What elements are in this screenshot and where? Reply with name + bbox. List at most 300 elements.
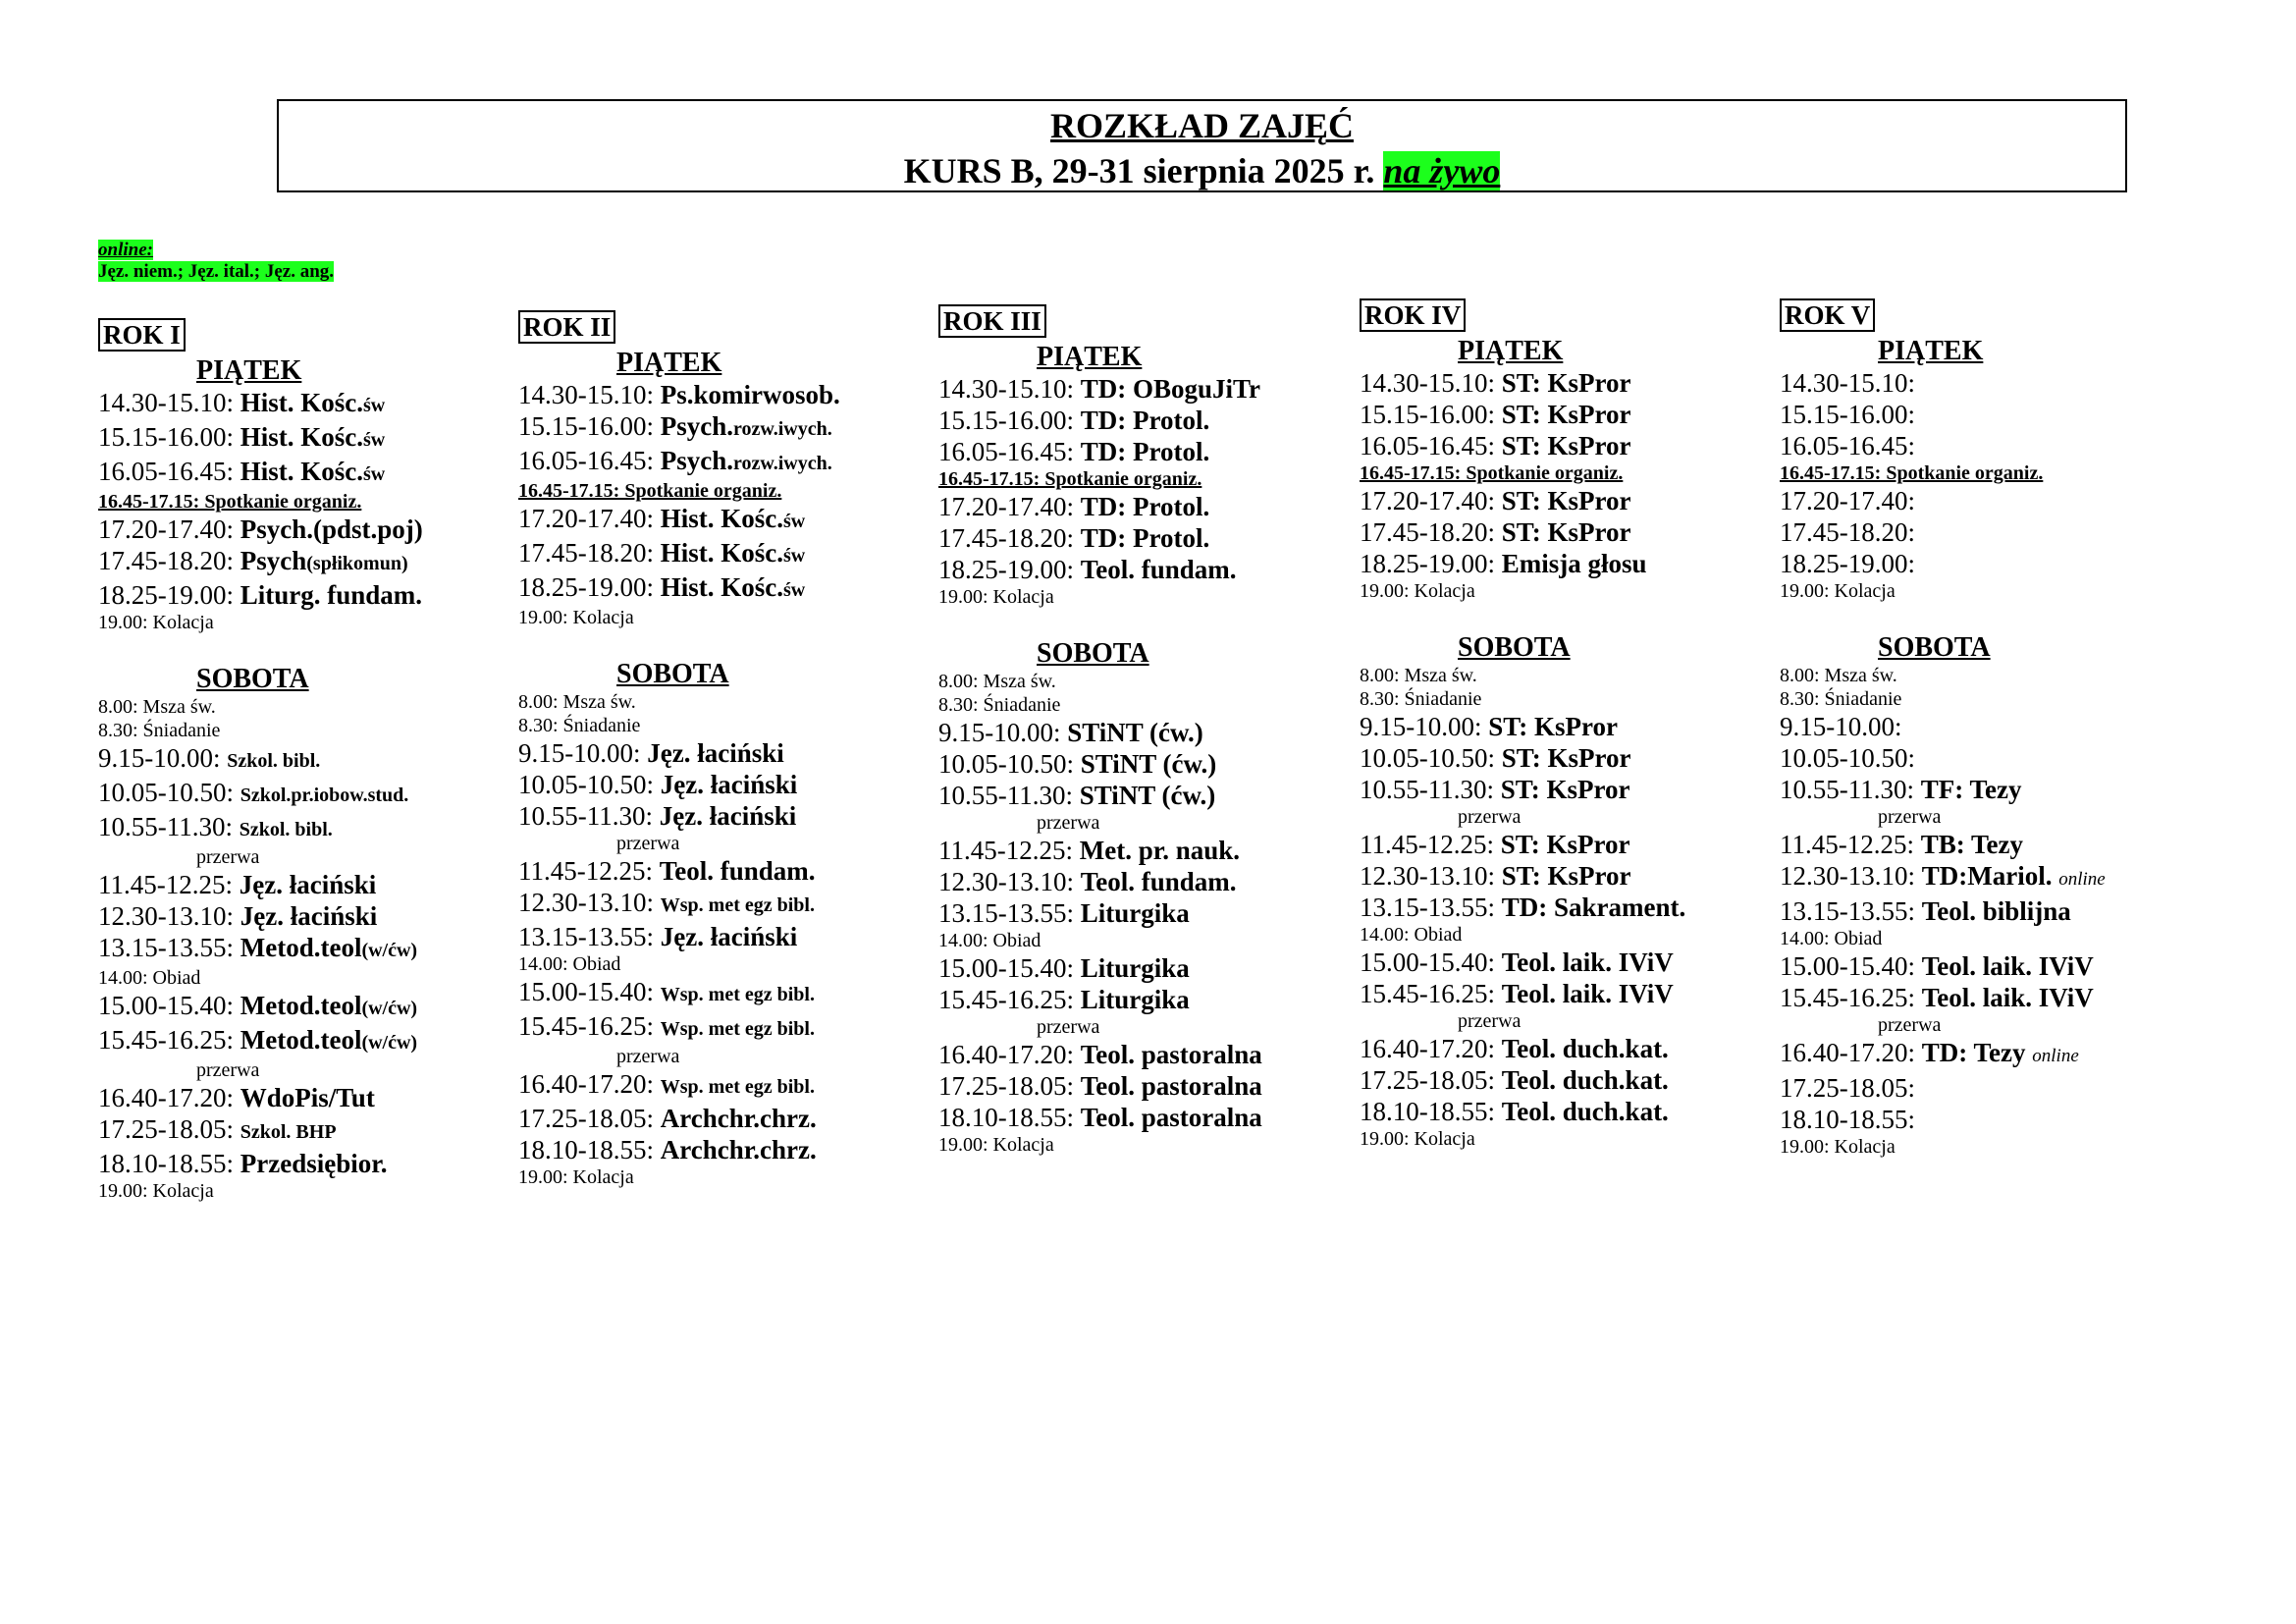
schedule-entry	[1780, 485, 2192, 516]
schedule-entry	[98, 387, 510, 421]
entry-time: 14.30-15.10:	[938, 374, 1074, 404]
entry-subject: Teol. fundam.	[1080, 555, 1237, 584]
schedule-entry	[518, 1068, 931, 1103]
entry-time: 14.30-15.10:	[98, 388, 234, 417]
entry-subject: Teol. pastoralna	[1080, 1040, 1262, 1069]
entry-time: 11.45-12.25:	[938, 836, 1073, 865]
entry-subject: ST: KsPror	[1501, 517, 1631, 547]
column-rok-4	[1360, 298, 1772, 1151]
schedule-entry	[518, 1010, 931, 1045]
entry-subject: Teol. duch.kat.	[1501, 1097, 1669, 1126]
entry-subject-note: (w/ćw)	[361, 940, 418, 961]
entry-subject: Ps.komirwosob.	[660, 380, 840, 409]
schedule-entry	[938, 984, 1351, 1015]
schedule-note: 19.00: Kolacja	[98, 612, 214, 633]
entry-subject: Archchr.chrz.	[660, 1104, 817, 1133]
schedule-entry	[518, 1103, 931, 1134]
entry-subject-note: Szkol. BHP	[240, 1121, 337, 1143]
schedule-entry	[938, 717, 1351, 748]
schedule-entry	[1780, 548, 2192, 579]
schedule-entry	[98, 869, 510, 900]
schedule-note: 14.00: Obiad	[1360, 924, 1463, 946]
entry-time: 10.55-11.30:	[98, 812, 233, 841]
entry-subject: TD: Protol.	[1080, 523, 1210, 553]
entry-time: 13.15-13.55:	[518, 922, 654, 951]
entry-time: 10.05-10.50:	[1360, 743, 1495, 773]
entry-time: 15.15-16.00:	[518, 411, 654, 441]
organizational-meeting: 16.45-17.15: Spotkanie organiz.	[518, 480, 782, 502]
schedule-entry	[98, 932, 510, 966]
entry-subject-note: Szkol.pr.iobow.stud.	[240, 785, 409, 806]
schedule-title: ROZKŁAD ZAJĘĆ	[1049, 106, 1355, 145]
schedule-note: 8.30: Śniadanie	[518, 715, 641, 736]
schedule-entry	[518, 976, 931, 1010]
schedule-entry	[1780, 711, 2192, 742]
entry-time: 10.05-10.50:	[938, 749, 1074, 779]
entry-online-tag: online	[2032, 1046, 2079, 1066]
entry-time: 17.45-18.20:	[518, 538, 654, 568]
entry-subject: Psych.(pdst.poj)	[240, 514, 423, 544]
entry-time: 15.45-16.25:	[98, 1025, 234, 1055]
entry-subject-note: (w/ćw)	[361, 1032, 418, 1054]
schedule-entry	[518, 410, 931, 445]
online-languages: Jęz. niem.; Jęz. ital.; Jęz. ang.	[98, 261, 335, 282]
entry-time: 17.20-17.40:	[98, 514, 234, 544]
entry-subject: Przedsiębior.	[240, 1149, 388, 1178]
entry-time: 14.30-15.10:	[1780, 368, 1915, 398]
schedule-entry	[98, 777, 510, 811]
entry-time: 15.00-15.40:	[938, 953, 1074, 983]
entry-subject: TB: Tezy	[1920, 830, 2024, 859]
entry-time: 10.55-11.30:	[1780, 775, 1914, 804]
entry-subject: ST: KsPror	[1501, 861, 1631, 891]
schedule-entry	[938, 491, 1351, 522]
entry-time: 15.00-15.40:	[1780, 951, 1915, 981]
schedule-entry	[1780, 367, 2192, 399]
online-note	[98, 240, 334, 283]
entry-subject: STiNT (ćw.)	[1080, 749, 1217, 779]
entry-time: 16.05-16.45:	[1780, 431, 1915, 460]
entry-subject-note: Wsp. met egz bibl.	[660, 894, 815, 916]
entry-time: 17.45-18.20:	[98, 546, 234, 575]
day-heading-friday: PIĄTEK	[1037, 342, 1143, 372]
entry-subject: TD:Mariol.	[1921, 861, 2053, 891]
entry-subject-note: Szkol. bibl.	[227, 750, 321, 772]
entry-subject: ST: KsPror	[1488, 712, 1618, 741]
entry-time: 12.30-13.10:	[1360, 861, 1495, 891]
day-heading-friday: PIĄTEK	[616, 348, 722, 378]
entry-subject: TD: Protol.	[1080, 437, 1210, 466]
break-label: przerwa	[1458, 1010, 1522, 1032]
schedule-entry	[98, 456, 510, 490]
entry-subject: Liturgika	[1080, 985, 1190, 1014]
schedule-entry	[98, 1113, 510, 1148]
schedule-note: 19.00: Kolacja	[518, 1166, 634, 1188]
entry-time: 15.00-15.40:	[518, 977, 654, 1006]
schedule-entry	[938, 522, 1351, 554]
schedule-entry	[1360, 399, 1772, 430]
entry-subject: Hist. Kośc.	[240, 457, 363, 486]
organizational-meeting: 16.45-17.15: Spotkanie organiz.	[1360, 462, 1624, 484]
entry-time: 11.45-12.25:	[98, 870, 233, 899]
schedule-entry	[938, 897, 1351, 929]
entry-time: 18.10-18.55:	[1780, 1105, 1915, 1134]
entry-time: 16.40-17.20:	[98, 1083, 234, 1112]
entry-subject: Jęz. łaciński	[239, 870, 377, 899]
entry-subject: Hist. Kośc.	[240, 388, 363, 417]
entry-time: 16.40-17.20:	[518, 1069, 654, 1099]
break-label: przerwa	[616, 833, 680, 854]
break-label: przerwa	[1458, 806, 1522, 828]
entry-subject: ST: KsPror	[1501, 743, 1631, 773]
schedule-entry	[98, 990, 510, 1024]
day-heading-saturday: SOBOTA	[1458, 632, 1571, 663]
entry-time: 15.00-15.40:	[1360, 947, 1495, 977]
entry-subject: Met. pr. nauk.	[1079, 836, 1241, 865]
entry-time: 15.45-16.25:	[1360, 979, 1495, 1008]
entry-time: 17.45-18.20:	[1780, 517, 1915, 547]
entry-subject: Liturgika	[1080, 953, 1190, 983]
day-heading-friday: PIĄTEK	[1458, 336, 1564, 366]
year-label: ROK II	[518, 310, 615, 344]
schedule-entry	[1780, 516, 2192, 548]
day-heading-saturday: SOBOTA	[1037, 638, 1149, 669]
entry-subject: ST: KsPror	[1501, 486, 1631, 515]
entry-time: 17.45-18.20:	[938, 523, 1074, 553]
schedule-entry	[1360, 516, 1772, 548]
entry-subject: Archchr.chrz.	[660, 1135, 817, 1164]
entry-subject-note: (spłikomun)	[306, 553, 408, 574]
entry-time: 17.20-17.40:	[1360, 486, 1495, 515]
schedule-entry	[1360, 860, 1772, 892]
schedule-entry	[938, 1039, 1351, 1070]
entry-subject: ST: KsPror	[1501, 368, 1631, 398]
schedule-note: 19.00: Kolacja	[98, 1180, 214, 1202]
entry-subject: Teol. fundam.	[659, 856, 816, 886]
entry-time: 12.30-13.10:	[1780, 861, 1915, 891]
schedule-entry	[1780, 829, 2192, 860]
entry-subject: Teol. laik. IViV	[1501, 979, 1674, 1008]
schedule-note: 8.30: Śniadanie	[938, 694, 1061, 716]
schedule-entry	[518, 921, 931, 952]
entry-online-tag: online	[2058, 869, 2106, 890]
schedule-entry	[518, 887, 931, 921]
entry-subject: Teol. duch.kat.	[1501, 1034, 1669, 1063]
entry-time: 11.45-12.25:	[518, 856, 653, 886]
entry-subject: Jęz. łaciński	[240, 901, 378, 931]
entry-time: 12.30-13.10:	[938, 867, 1074, 896]
entry-subject: Jęz. łaciński	[660, 922, 798, 951]
schedule-entry	[1780, 430, 2192, 461]
schedule-entry	[98, 545, 510, 579]
entry-subject: Psych.	[660, 411, 733, 441]
entry-time: 15.15-16.00:	[1780, 400, 1915, 429]
entry-time: 10.05-10.50:	[1780, 743, 1915, 773]
entry-subject: ST: KsPror	[1501, 400, 1631, 429]
schedule-entry	[938, 1070, 1351, 1102]
entry-time: 18.10-18.55:	[98, 1149, 234, 1178]
entry-subject-note: św	[363, 395, 386, 416]
entry-subject: Metod.teol	[240, 1025, 362, 1055]
entry-time: 17.25-18.05:	[1780, 1073, 1915, 1103]
column-rok-5	[1780, 298, 2192, 1159]
entry-time: 18.10-18.55:	[938, 1103, 1074, 1132]
entry-time: 13.15-13.55:	[98, 933, 234, 962]
entry-subject: ST: KsPror	[1501, 431, 1631, 460]
entry-subject: TD: Protol.	[1080, 406, 1210, 435]
schedule-note: 19.00: Kolacja	[938, 586, 1054, 608]
entry-subject-note: rozw.iwych.	[733, 418, 832, 440]
entry-time: 17.25-18.05:	[1360, 1065, 1495, 1095]
schedule-note: 8.00: Msza św.	[938, 671, 1056, 692]
schedule-entry	[98, 1148, 510, 1179]
entry-subject-note: św	[783, 511, 806, 532]
schedule-entry	[938, 554, 1351, 585]
schedule-entry	[1360, 711, 1772, 742]
schedule-note: 8.30: Śniadanie	[1780, 688, 1902, 710]
schedule-entry	[518, 571, 931, 606]
organizational-meeting: 16.45-17.15: Spotkanie organiz.	[98, 491, 362, 513]
entry-subject: Emisja głosu	[1501, 549, 1647, 578]
year-label: ROK V	[1780, 298, 1875, 332]
schedule-entry	[98, 742, 510, 777]
schedule-title-box	[277, 99, 2127, 192]
entry-subject: Liturg. fundam.	[240, 580, 423, 610]
schedule-note: 19.00: Kolacja	[1780, 580, 1896, 602]
schedule-entry	[938, 373, 1351, 405]
schedule-entry	[518, 855, 931, 887]
organizational-meeting: 16.45-17.15: Spotkanie organiz.	[1780, 462, 2044, 484]
day-heading-friday: PIĄTEK	[1878, 336, 1984, 366]
entry-subject-note: św	[783, 579, 806, 601]
entry-subject: Hist. Kośc.	[240, 422, 363, 452]
entry-time: 10.55-11.30:	[1360, 775, 1494, 804]
entry-time: 15.15-16.00:	[938, 406, 1074, 435]
schedule-subtitle-text: KURS B, 29-31 sierpnia 2025 r.	[903, 151, 1375, 190]
schedule-note: 19.00: Kolacja	[1360, 1128, 1475, 1150]
entry-subject: Psych	[240, 546, 307, 575]
online-label: online:	[98, 240, 153, 260]
entry-time: 12.30-13.10:	[518, 888, 654, 917]
entry-subject: ST: KsPror	[1500, 775, 1630, 804]
schedule-entry	[1360, 829, 1772, 860]
entry-time: 13.15-13.55:	[938, 898, 1074, 928]
schedule-entry	[938, 835, 1351, 866]
entry-time: 18.25-19.00:	[1780, 549, 1915, 578]
entry-time: 17.45-18.20:	[1360, 517, 1495, 547]
schedule-entry	[1360, 892, 1772, 923]
entry-subject: Psych.	[660, 446, 733, 475]
schedule-note: 14.00: Obiad	[518, 953, 621, 975]
break-label: przerwa	[1037, 812, 1100, 834]
entry-time: 18.10-18.55:	[1360, 1097, 1495, 1126]
entry-time: 12.30-13.10:	[98, 901, 234, 931]
entry-time: 16.05-16.45:	[518, 446, 654, 475]
entry-subject: Jęz. łaciński	[647, 738, 784, 768]
entry-subject-note: św	[363, 429, 386, 451]
schedule-entry	[938, 952, 1351, 984]
entry-time: 13.15-13.55:	[1360, 893, 1495, 922]
entry-time: 15.15-16.00:	[98, 422, 234, 452]
entry-time: 18.25-19.00:	[98, 580, 234, 610]
entry-time: 18.25-19.00:	[938, 555, 1074, 584]
schedule-entry	[938, 405, 1351, 436]
schedule-entry	[938, 780, 1351, 811]
year-label: ROK I	[98, 318, 186, 352]
entry-time: 10.55-11.30:	[938, 781, 1073, 810]
break-label: przerwa	[1878, 806, 1942, 828]
schedule-entry	[518, 800, 931, 832]
entry-time: 10.05-10.50:	[518, 770, 654, 799]
schedule-entry	[1780, 1072, 2192, 1104]
schedule-entry	[98, 514, 510, 545]
schedule-entry	[1780, 742, 2192, 774]
schedule-entry	[98, 579, 510, 611]
entry-time: 17.25-18.05:	[938, 1071, 1074, 1101]
schedule-subtitle	[279, 148, 2125, 193]
entry-subject: Teol. duch.kat.	[1501, 1065, 1669, 1095]
entry-subject: Teol. pastoralna	[1080, 1071, 1262, 1101]
day-heading-saturday: SOBOTA	[616, 659, 729, 689]
schedule-entry	[1780, 982, 2192, 1013]
schedule-entry	[518, 379, 931, 410]
schedule-entry	[1780, 860, 2192, 895]
schedule-entry	[1360, 1096, 1772, 1127]
entry-subject: WdoPis/Tut	[240, 1083, 375, 1112]
entry-time: 15.45-16.25:	[518, 1011, 654, 1041]
entry-subject: Hist. Kośc.	[660, 572, 783, 602]
schedule-entry	[98, 421, 510, 456]
entry-subject: STiNT (ćw.)	[1067, 718, 1203, 747]
entry-time: 14.30-15.10:	[1360, 368, 1495, 398]
year-label: ROK III	[938, 304, 1046, 338]
live-highlight: na żywo	[1383, 151, 1501, 190]
break-label: przerwa	[196, 846, 260, 868]
schedule-entry	[98, 1082, 510, 1113]
entry-time: 13.15-13.55:	[1780, 896, 1915, 926]
entry-subject: Hist. Kośc.	[660, 504, 783, 533]
entry-time: 9.15-10.00:	[518, 738, 641, 768]
entry-time: 10.05-10.50:	[98, 778, 234, 807]
break-label: przerwa	[1037, 1016, 1100, 1038]
schedule-entry	[1780, 774, 2192, 805]
schedule-entry	[1360, 978, 1772, 1009]
schedule-note: 14.00: Obiad	[98, 967, 201, 989]
schedule-entry	[98, 900, 510, 932]
entry-time: 17.20-17.40:	[518, 504, 654, 533]
schedule-entry	[518, 1134, 931, 1165]
schedule-entry	[1780, 895, 2192, 927]
entry-subject: Liturgika	[1080, 898, 1190, 928]
schedule-entry	[1360, 742, 1772, 774]
entry-time: 9.15-10.00:	[1780, 712, 1902, 741]
entry-subject-note: św	[363, 463, 386, 485]
schedule-entry	[518, 769, 931, 800]
entry-time: 15.45-16.25:	[1780, 983, 1915, 1012]
entry-subject: STiNT (ćw.)	[1079, 781, 1216, 810]
entry-time: 17.20-17.40:	[938, 492, 1074, 521]
schedule-entry	[1360, 1064, 1772, 1096]
entry-time: 18.10-18.55:	[518, 1135, 654, 1164]
entry-subject: TD: Tezy	[1921, 1038, 2026, 1067]
schedule-note: 8.00: Msza św.	[1360, 665, 1477, 686]
break-label: przerwa	[196, 1059, 260, 1081]
entry-subject-note: Wsp. met egz bibl.	[660, 984, 815, 1005]
entry-time: 18.25-19.00:	[518, 572, 654, 602]
entry-time: 16.40-17.20:	[1780, 1038, 1915, 1067]
entry-time: 15.45-16.25:	[938, 985, 1074, 1014]
entry-subject: Teol. laik. IViV	[1921, 951, 2094, 981]
entry-time: 17.25-18.05:	[518, 1104, 654, 1133]
entry-subject: TF: Tezy	[1920, 775, 2022, 804]
entry-subject: Teol. fundam.	[1080, 867, 1237, 896]
entry-time: 16.05-16.45:	[1360, 431, 1495, 460]
entry-time: 16.05-16.45:	[98, 457, 234, 486]
schedule-entry	[1360, 485, 1772, 516]
schedule-entry	[518, 503, 931, 537]
entry-subject: TD: OBoguJiTr	[1080, 374, 1261, 404]
entry-subject: Jęz. łaciński	[659, 801, 797, 831]
entry-subject: Teol. laik. IViV	[1921, 983, 2094, 1012]
entry-subject: TD: Protol.	[1080, 492, 1210, 521]
entry-time: 14.30-15.10:	[518, 380, 654, 409]
entry-time: 11.45-12.25:	[1780, 830, 1914, 859]
column-rok-2	[518, 310, 931, 1189]
schedule-note: 19.00: Kolacja	[1360, 580, 1475, 602]
entry-subject-note: Wsp. met egz bibl.	[660, 1018, 815, 1040]
schedule-note: 8.30: Śniadanie	[98, 720, 221, 741]
schedule-note: 8.00: Msza św.	[1780, 665, 1897, 686]
schedule-note: 8.30: Śniadanie	[1360, 688, 1482, 710]
schedule-entry	[1780, 1104, 2192, 1135]
entry-time: 17.20-17.40:	[1780, 486, 1915, 515]
schedule-entry	[1360, 548, 1772, 579]
entry-time: 9.15-10.00:	[938, 718, 1061, 747]
schedule-entry	[98, 1024, 510, 1058]
day-heading-saturday: SOBOTA	[196, 664, 309, 694]
schedule-entry	[1780, 399, 2192, 430]
schedule-note: 14.00: Obiad	[1780, 928, 1883, 949]
schedule-entry	[1360, 947, 1772, 978]
schedule-note: 8.00: Msza św.	[518, 691, 636, 713]
break-label: przerwa	[1878, 1014, 1942, 1036]
entry-time: 15.00-15.40:	[98, 991, 234, 1020]
break-label: przerwa	[616, 1046, 680, 1067]
schedule-note: 19.00: Kolacja	[1780, 1136, 1896, 1158]
entry-time: 9.15-10.00:	[1360, 712, 1482, 741]
entry-subject: Metod.teol	[240, 991, 362, 1020]
schedule-entry	[518, 537, 931, 571]
schedule-entry	[1360, 430, 1772, 461]
schedule-note: 19.00: Kolacja	[938, 1134, 1054, 1156]
schedule-entry	[938, 866, 1351, 897]
column-rok-1	[98, 318, 510, 1203]
entry-time: 16.40-17.20:	[1360, 1034, 1495, 1063]
entry-subject-note: Szkol. bibl.	[239, 819, 333, 840]
entry-subject: Hist. Kośc.	[660, 538, 783, 568]
entry-time: 17.25-18.05:	[98, 1114, 234, 1144]
entry-subject: Teol. pastoralna	[1080, 1103, 1262, 1132]
schedule-note: 19.00: Kolacja	[518, 607, 634, 628]
day-heading-saturday: SOBOTA	[1878, 632, 1991, 663]
schedule-entry	[1780, 1037, 2192, 1072]
entry-subject: Teol. biblijna	[1921, 896, 2071, 926]
schedule-entry	[1780, 950, 2192, 982]
schedule-entry	[518, 445, 931, 479]
year-label: ROK IV	[1360, 298, 1466, 332]
entry-time: 11.45-12.25:	[1360, 830, 1494, 859]
entry-subject-note: Wsp. met egz bibl.	[660, 1076, 815, 1098]
